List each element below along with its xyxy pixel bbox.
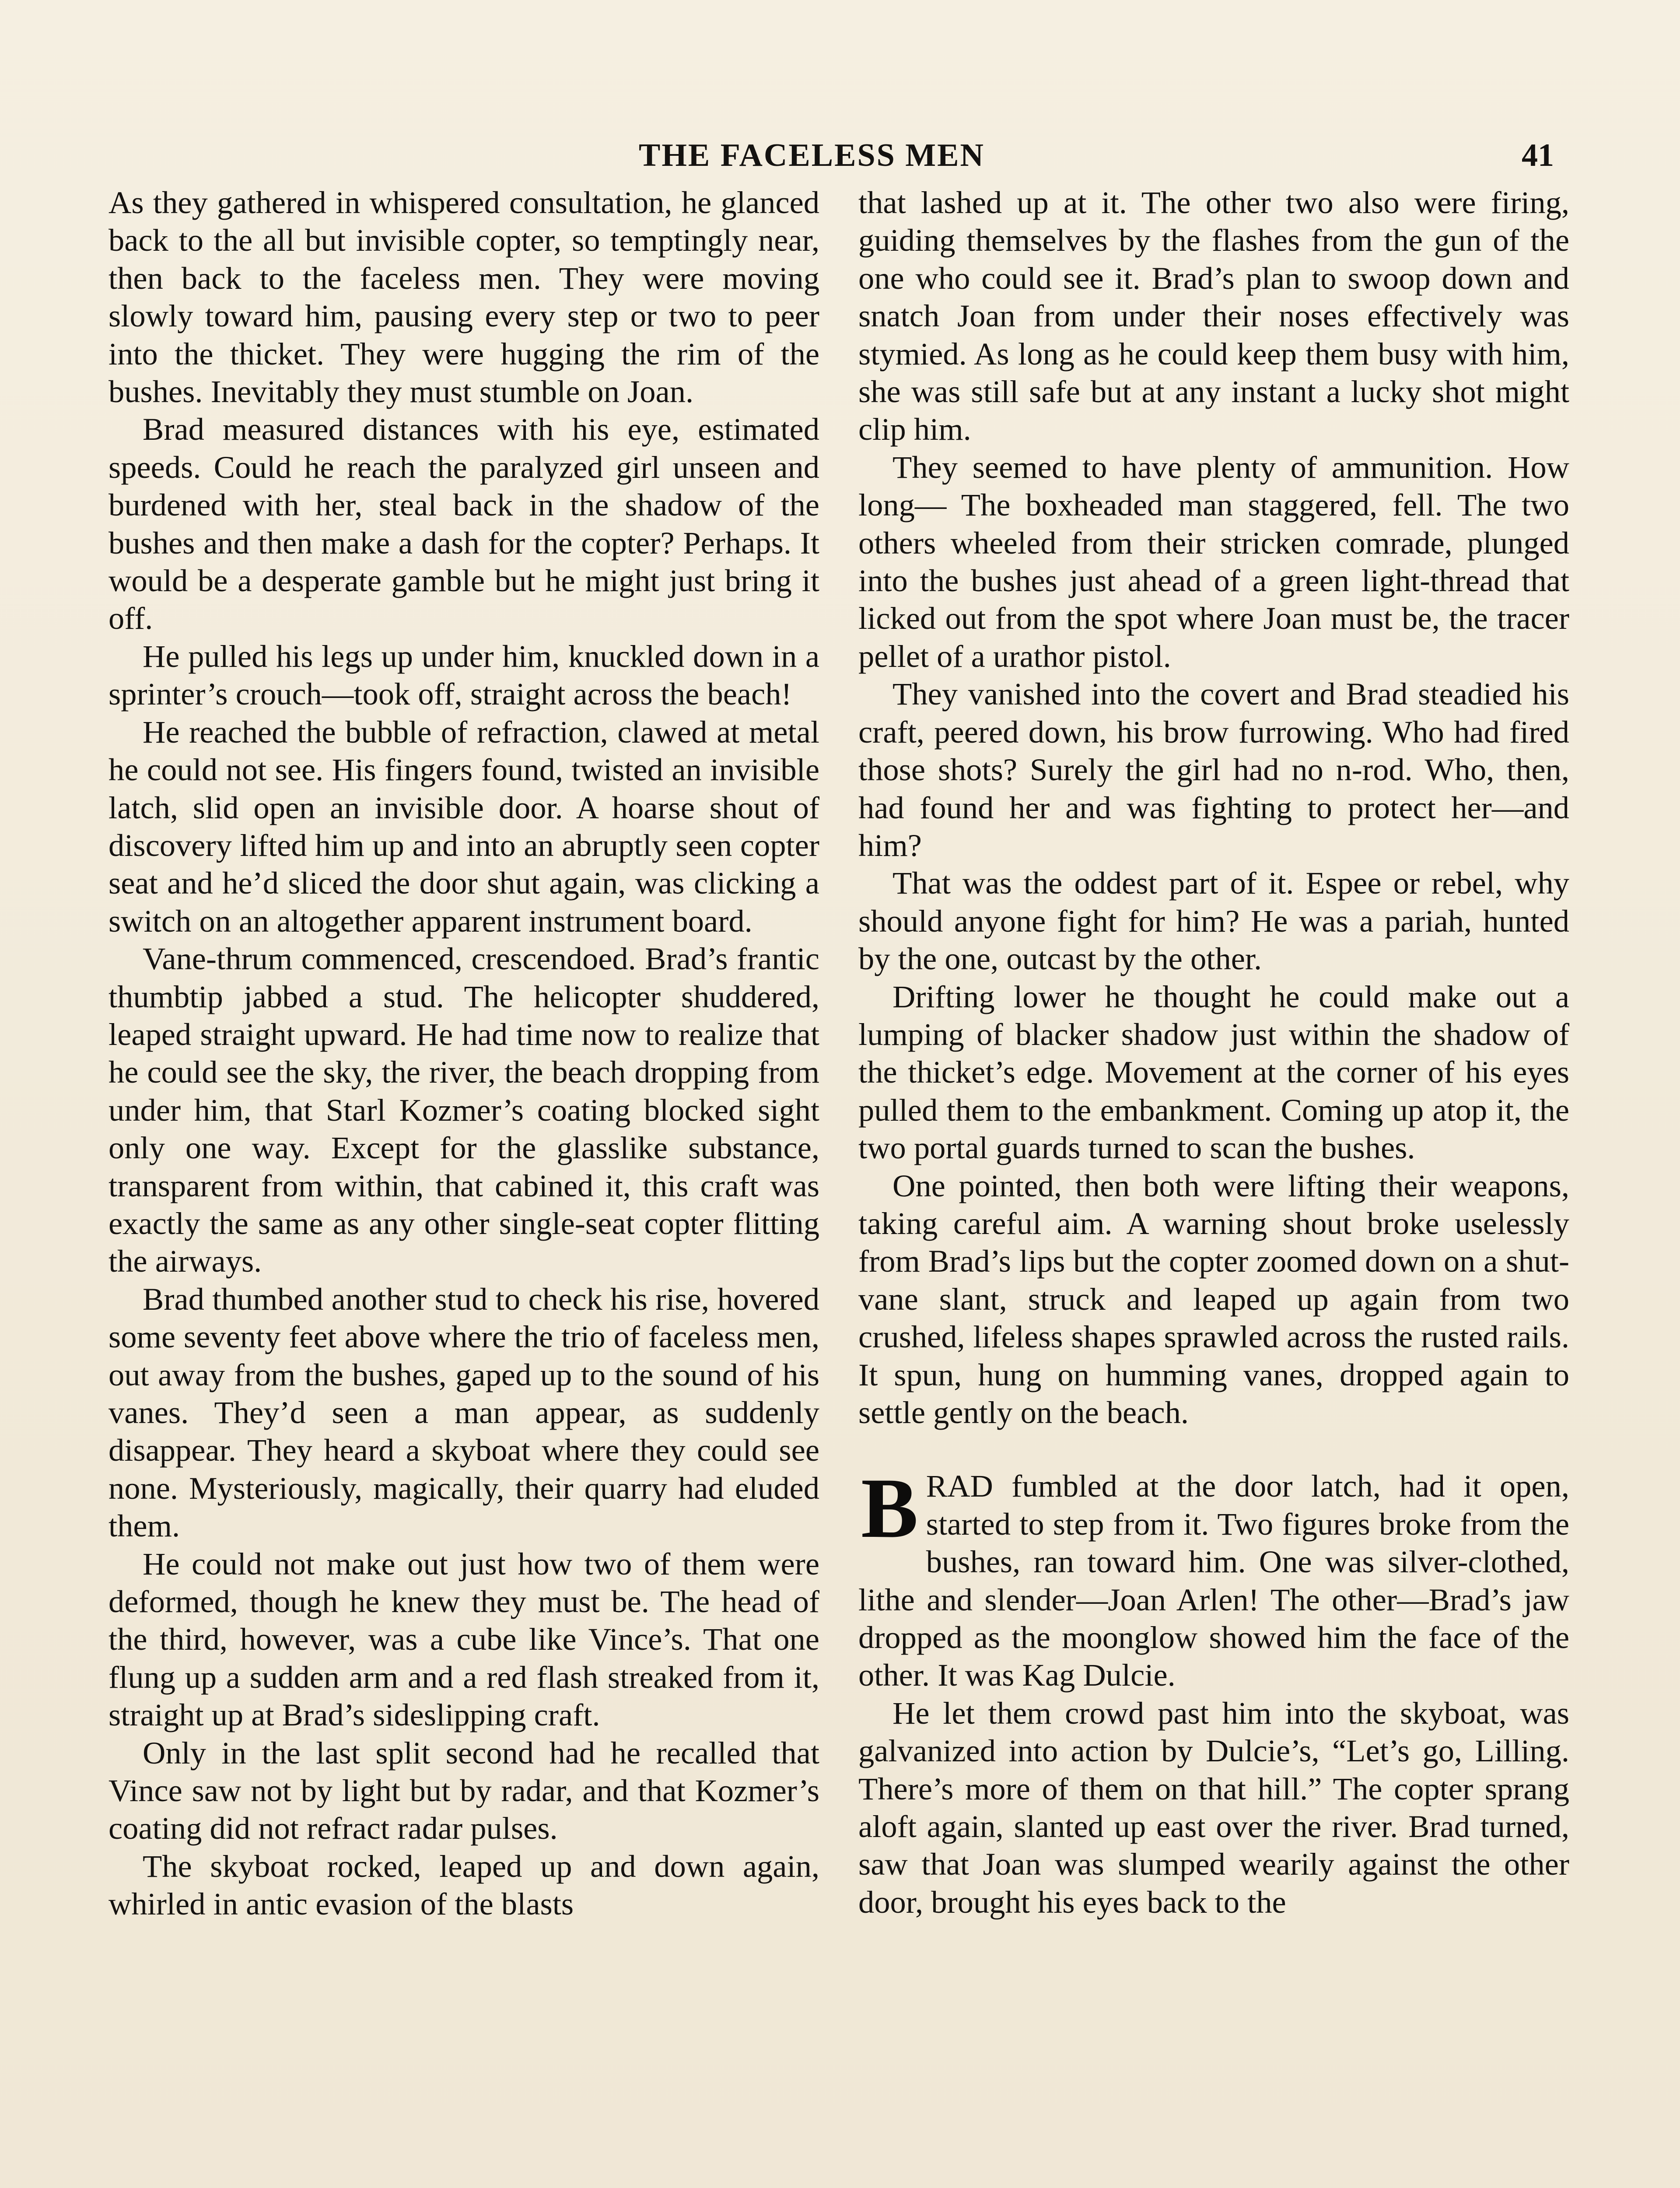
paragraph: Vane-thrum commenced, crescendoed. Brad’s frantic thumbtip jabbed a stud. The helicopter shuddered, leaped straight upward. He had time now to realize that he could see the sky, the river, the beach dropping from under him, that Starl Kozmer’s coating blocked sight only one way. Except for the glasslike substance, transparent from within, that cabined it, this craft was exactly the same as any other single-seat copter flitting the airways.	[108, 941, 819, 1279]
section-opening-paragraph	[858, 1461, 1569, 1694]
paragraph: Drifting lower he thought he could make out a lumping of blacker shadow just within the shadow of the thicket’s edge. Movement at the corner of his eyes pulled them to the embankment. Coming up atop it, the two portal guards turned to scan the bushes.	[858, 978, 1569, 1166]
paragraph: He pulled his legs up under him, knuckled down in a sprinter’s crouch—took off, straight across the beach!	[108, 638, 819, 712]
paragraph: As they gathered in whispered consultation, he glanced back to the all but invisible copter, so temptingly near, then back to the faceless men. They were moving slowly toward him, pausing every step or two to peer into the thicket. They were hugging the rim of the bushes. Inevitably they must stumble on Joan.	[108, 185, 819, 410]
running-title: THE FACELESS MEN	[639, 137, 985, 173]
section-break	[858, 1431, 1569, 1467]
page-number: 41	[1522, 137, 1554, 173]
paragraph: Only in the last split second had he recalled that Vince saw not by light but by radar, and that Kozmer’s coating did not refract radar pulses.	[108, 1735, 819, 1846]
drop-cap: B	[861, 1461, 918, 1556]
paragraph: They vanished into the covert and Brad steadied his craft, peered down, his brow furrowing. Who had fired those shots? Surely the girl had no n-rod. Who, then, had found her and was fighting to protect her—and him?	[858, 676, 1569, 863]
paragraph: He reached the bubble of refraction, clawed at metal he could not see. His fingers found, twisted an invisible latch, slid open an invisible door. A hoarse shout of discovery lifted him up and into an abruptly seen copter seat and he’d sliced the door shut again, was clicking a switch on an altogether apparent instrument board.	[108, 714, 819, 939]
paragraph: Brad thumbed another stud to check his rise, hovered some seventy feet above where the trio of faceless men, out away from the bushes, gaped up to the sound of his vanes. They’d seen a man appear, as suddenly disappear. They heard a skyboat where they could see none. Mysteriously, magically, their quarry had eluded them.	[108, 1281, 819, 1544]
paragraph: He could not make out just how two of them were deformed, though he knew they must be. The head of the third, however, was a cube like Vince’s. That one flung up a sudden arm and a red flash streaked from it, straight up at Brad’s sideslipping craft.	[108, 1546, 819, 1733]
left-column	[108, 184, 819, 1923]
paragraph: The skyboat rocked, leaped up and down again, whirled in antic evasion of the blasts	[108, 1848, 819, 1922]
paragraph: They seemed to have plenty of ammunition. How long— The boxheaded man staggered, fell. The two others wheeled from their stricken comrade, plunged into the bushes just ahead of a green light-thread that licked out from the spot where Joan must be, the tracer pellet of a urathor pistol.	[858, 449, 1569, 674]
paragraph: That was the oddest part of it. Espee or rebel, why should anyone fight for him? He was a pariah, hunted by the one, outcast by the other.	[858, 865, 1569, 977]
paragraph: One pointed, then both were lifting their weapons, taking careful aim. A warning shout broke uselessly from Brad’s lips but the copter zoomed down on a shut-vane slant, struck and leaped up again from two crushed, lifeless shapes sprawled across the rusted rails. It spun, hung on humming vanes, dropped again to settle gently on the beach.	[858, 1168, 1569, 1430]
paragraph: Brad measured distances with his eye, estimated speeds. Could he reach the paralyzed girl unseen and burdened with her, steal back in the shadow of the bushes and then make a dash for the copter? Perhaps. It would be a desperate gamble but he might just bring it off.	[108, 411, 819, 636]
paragraph: He let them crowd past him into the skyboat, was galvanized into action by Dulcie’s, “Let’s go, Lilling. There’s more of them on that hill.” The copter sprang aloft again, slanted up east over the river. Brad turned, saw that Joan was slumped wearily against the other door, brought his eyes back to the	[858, 1695, 1569, 1920]
right-column	[858, 184, 1569, 1921]
opening-text: RAD fumbled at the door latch, had it open, started to step from it. Two figures broke from the bushes, ran toward him. One was silver-clothed, lithe and slender—Joan Arlen! The other—Brad’s jaw dropped as the moonglow showed him the face of the other. It was Kag Dulcie.	[858, 1468, 1569, 1693]
running-head	[0, 131, 1680, 179]
paragraph: that lashed up at it. The other two also were firing, guiding themselves by the flashes from the gun of the one who could see it. Brad’s plan to swoop down and snatch Joan from under their noses effectively was stymied. As long as he could keep them busy with him, she was still safe but at any instant a lucky shot might clip him.	[858, 185, 1569, 447]
